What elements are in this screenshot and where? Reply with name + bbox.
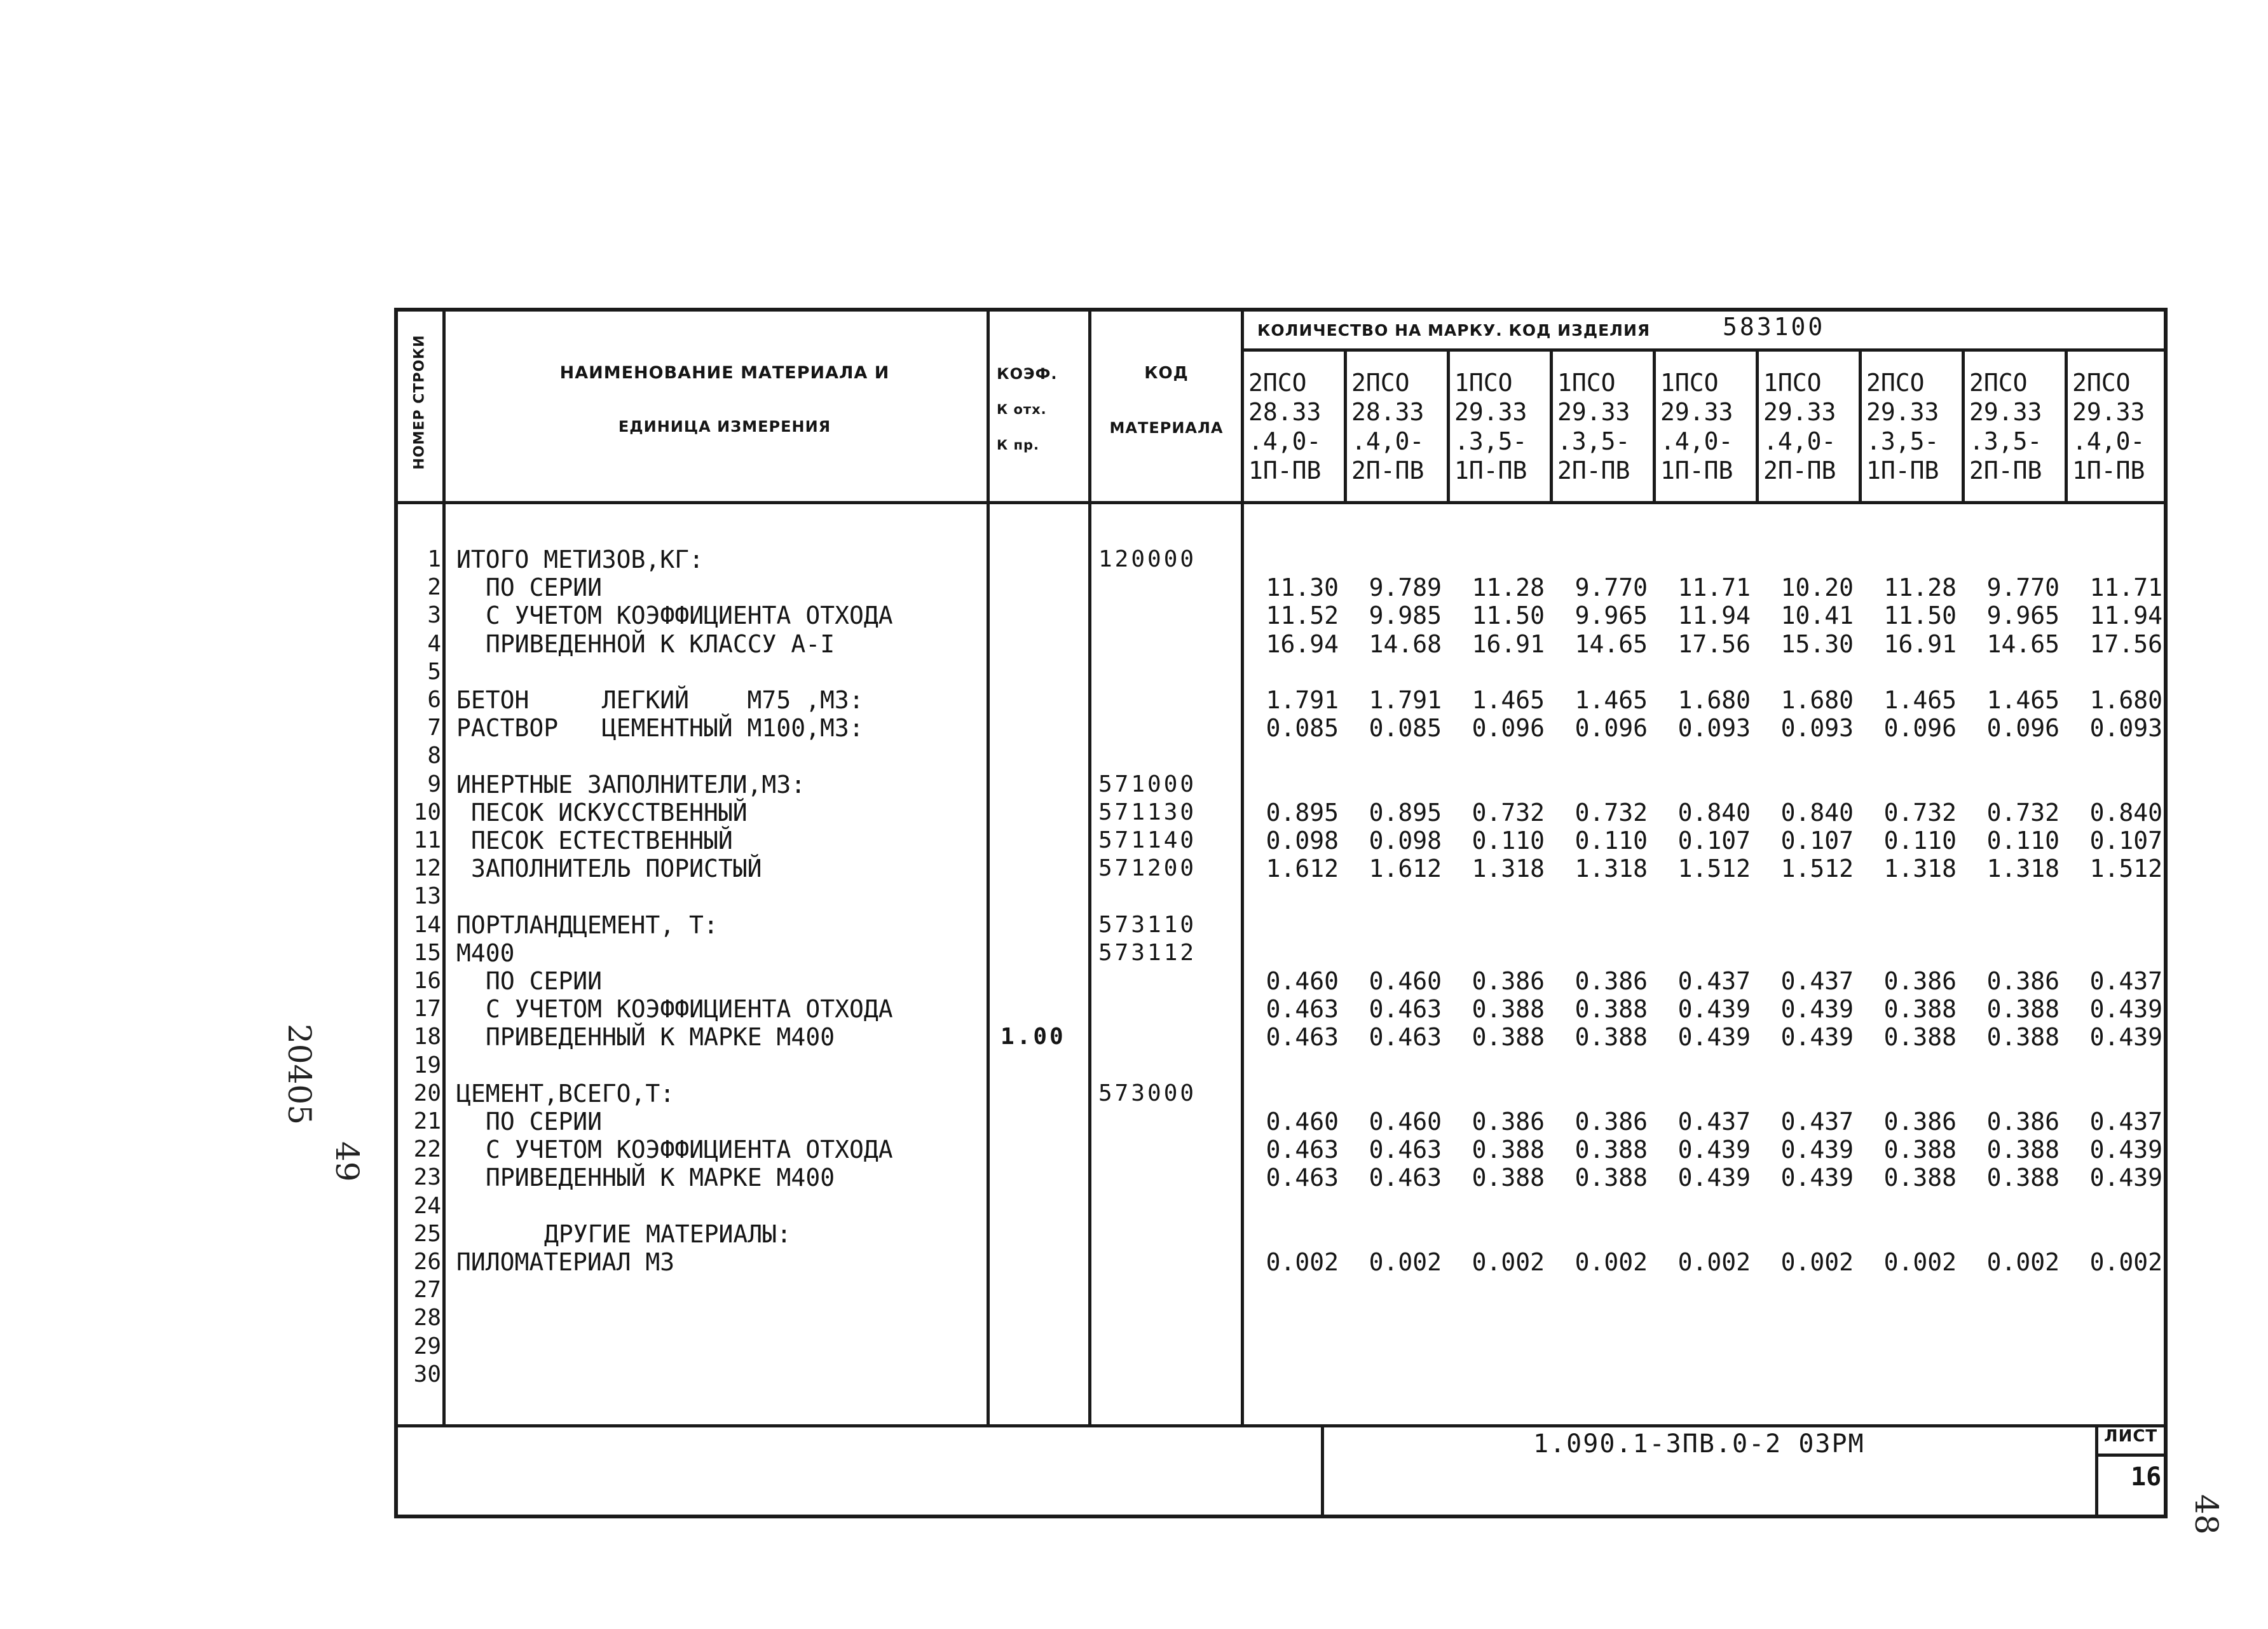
quantity-cell: 11.50 (1883, 601, 1957, 630)
product-column-header: 29.33 (1557, 398, 1630, 426)
material-code: 573110 (1098, 911, 1197, 938)
code-header-line2: МАТЕРИАЛА (1109, 419, 1224, 437)
quantity-cell: 1.512 (2089, 855, 2162, 883)
quantity-cell: 14.68 (1369, 629, 1442, 658)
quantity-cell: 0.110 (1575, 827, 1648, 855)
quantity-cell: 0.439 (2089, 1136, 2162, 1164)
coef-header-line3: К пр. (997, 437, 1039, 453)
quantity-cell: 11.71 (1677, 574, 1751, 602)
quantity-cell: 0.388 (1883, 1136, 1957, 1164)
row-number: 18 (413, 1024, 441, 1050)
quantity-cell: 0.002 (1677, 1248, 1751, 1276)
quantity-cell: 0.463 (1266, 1164, 1339, 1192)
product-column-header: .3,5- (1454, 427, 1527, 455)
row-number: 29 (413, 1333, 441, 1359)
material-name: ДРУГИЕ МАТЕРИАЛЫ: (544, 1220, 791, 1248)
product-column-divider (1756, 348, 1759, 504)
material-name: ПО СЕРИИ (486, 1108, 603, 1136)
quantity-cell: 0.002 (1266, 1248, 1339, 1276)
quantity-cell: 0.388 (1986, 995, 2060, 1024)
qty-header-line (1241, 348, 2168, 352)
material-name: ПО СЕРИИ (486, 967, 603, 995)
row-number: 13 (413, 883, 441, 910)
quantity-cell: 0.463 (1369, 1164, 1442, 1192)
quantity-cell: 0.388 (1575, 995, 1648, 1024)
quantity-cell: 0.388 (1883, 1023, 1957, 1052)
product-column-divider (1447, 348, 1450, 504)
product-column-header: .3,5- (1866, 427, 1939, 455)
quantity-cell: 0.388 (1986, 1164, 2060, 1192)
quantity-cell: 1.465 (1575, 686, 1648, 714)
product-column-header: 28.33 (1351, 398, 1424, 426)
quantity-cell: 11.50 (1472, 601, 1545, 630)
material-name: М400 (456, 938, 515, 967)
material-code: 573000 (1098, 1080, 1197, 1106)
quantity-cell: 10.20 (1780, 574, 1854, 602)
quantity-cell: 0.439 (1780, 1164, 1854, 1192)
product-column-header: 29.33 (1969, 398, 2042, 426)
material-code: 571200 (1098, 855, 1197, 882)
material-name-header (483, 356, 966, 444)
material-name: ПРИВЕДЕННЫЙ К МАРКЕ М400 (486, 1164, 835, 1192)
quantity-cell: 1.465 (1986, 686, 2060, 714)
quantity-cell: 0.388 (1472, 1164, 1545, 1192)
row-number: 28 (413, 1305, 441, 1331)
quantity-cell: 1.612 (1369, 855, 1442, 883)
row-number: 25 (413, 1220, 441, 1247)
product-column-header: 1П-ПВ (1248, 457, 1322, 485)
qty-header-label: КОЛИЧЕСТВО НА МАРКУ. КОД ИЗДЕЛИЯ (1257, 321, 1651, 340)
quantity-cell: 0.732 (1986, 798, 2060, 827)
material-name-header-line2: ЕДИНИЦА ИЗМЕРЕНИЯ (618, 418, 831, 436)
product-column-header: 28.33 (1248, 398, 1322, 426)
quantity-cell: 9.965 (1986, 601, 2060, 630)
quantity-cell: 11.28 (1472, 574, 1545, 602)
material-name: С УЧЕТОМ КОЭФФИЦИЕНТА ОТХОДА (486, 995, 893, 1024)
material-name: ЦЕМЕНТ,ВСЕГО,Т: (456, 1079, 675, 1108)
quantity-cell: 0.437 (2089, 1108, 2162, 1136)
material-name: РАСТВОР ЦЕМЕНТНЫЙ М100,М3: (456, 714, 864, 743)
product-column-header: 1П-ПВ (1454, 457, 1527, 485)
quantity-cell: 0.386 (1472, 1108, 1545, 1136)
product-column-header: 2ПСО (1969, 369, 2028, 397)
quantity-cell: 11.30 (1266, 574, 1339, 602)
row-number: 16 (413, 968, 441, 994)
quantity-cell: 0.386 (1986, 1108, 2060, 1136)
product-column-header: 1П-ПВ (1866, 457, 1939, 485)
quantity-cell: 1.465 (1883, 686, 1957, 714)
code-header-line1: КОД (1144, 364, 1189, 383)
row-number: 22 (413, 1136, 441, 1163)
row-number: 23 (413, 1164, 441, 1191)
material-name: ИТОГО МЕТИЗОВ,КГ: (456, 546, 704, 574)
product-column-header: .4,0- (1351, 427, 1424, 455)
coef-header-line2: К отх. (997, 402, 1047, 417)
product-column-header: .4,0- (2072, 427, 2145, 455)
material-code: 571000 (1098, 771, 1197, 797)
material-name: С УЧЕТОМ КОЭФФИЦИЕНТА ОТХОДА (486, 601, 893, 630)
quantity-cell: 17.56 (1677, 629, 1751, 658)
quantity-cell: 0.388 (1575, 1023, 1648, 1052)
quantity-cell: 0.388 (1472, 995, 1545, 1024)
quantity-cell: 16.91 (1472, 629, 1545, 658)
quantity-cell: 0.439 (2089, 995, 2162, 1024)
quantity-cell: 0.437 (1780, 1108, 1854, 1136)
product-column-header: 1П-ПВ (2072, 457, 2145, 485)
quantity-cell: 0.002 (1780, 1248, 1854, 1276)
quantity-cell: 1.791 (1266, 686, 1339, 714)
row-number: 26 (413, 1249, 441, 1275)
quantity-cell: 0.463 (1369, 1023, 1442, 1052)
quantity-cell: 0.096 (1986, 714, 2060, 743)
footer-sheet-line (2095, 1454, 2168, 1457)
quantity-cell: 1.465 (1472, 686, 1545, 714)
quantity-cell: 0.439 (1677, 1023, 1751, 1052)
quantity-cell: 0.388 (1986, 1023, 2060, 1052)
row-number: 15 (413, 939, 441, 966)
quantity-cell: 1.318 (1575, 855, 1648, 883)
quantity-cell: 0.732 (1575, 798, 1648, 827)
quantity-cell: 0.110 (1883, 827, 1957, 855)
quantity-cell: 0.460 (1369, 1108, 1442, 1136)
quantity-cell: 0.096 (1472, 714, 1545, 743)
product-column-header: .4,0- (1660, 427, 1733, 455)
quantity-cell: 0.895 (1266, 798, 1339, 827)
quantity-cell: 0.439 (1677, 995, 1751, 1024)
quantity-cell: 0.386 (1575, 1108, 1648, 1136)
quantity-cell: 0.463 (1266, 1023, 1339, 1052)
product-column-header: 29.33 (1763, 398, 1836, 426)
product-column-divider (1344, 348, 1347, 504)
quantity-cell: 0.386 (1883, 967, 1957, 995)
quantity-cell: 0.388 (1575, 1164, 1648, 1192)
quantity-cell: 0.463 (1266, 995, 1339, 1024)
product-column-divider (1653, 348, 1656, 504)
header-bottom-line (394, 501, 2168, 504)
quantity-cell: 0.439 (1780, 995, 1854, 1024)
product-column-header: 2П-ПВ (1969, 457, 2042, 485)
quantity-cell: 9.789 (1369, 574, 1442, 602)
product-column-header: 2П-ПВ (1351, 457, 1424, 485)
quantity-cell: 0.085 (1266, 714, 1339, 743)
quantity-cell: 0.463 (1369, 1136, 1442, 1164)
quantity-cell: 0.388 (1472, 1136, 1545, 1164)
product-column-header: 29.33 (1660, 398, 1733, 426)
quantity-cell: 1.680 (1677, 686, 1751, 714)
product-column-header: .4,0- (1763, 427, 1836, 455)
quantity-cell: 0.096 (1575, 714, 1648, 743)
product-column-header: 1ПСО (1763, 369, 1822, 397)
product-column-divider (1859, 348, 1862, 504)
row-number: 6 (427, 687, 441, 713)
quantity-cell: 0.388 (1472, 1023, 1545, 1052)
quantity-cell: 0.093 (1677, 714, 1751, 743)
row-number: 8 (427, 743, 441, 769)
product-column-header: .3,5- (1969, 427, 2042, 455)
row-number: 9 (427, 771, 441, 797)
quantity-cell: 0.386 (1472, 967, 1545, 995)
footer-divider-1 (1321, 1424, 1324, 1518)
material-name: ПО СЕРИИ (486, 574, 603, 602)
quantity-cell: 1.680 (2089, 686, 2162, 714)
row-number: 27 (413, 1277, 441, 1303)
material-name: С УЧЕТОМ КОЭФФИЦИЕНТА ОТХОДА (486, 1136, 893, 1164)
quantity-cell: 0.439 (1677, 1164, 1751, 1192)
product-column-divider (2065, 348, 2068, 504)
quantity-cell: 0.840 (1780, 798, 1854, 827)
product-column-header: 2ПСО (1866, 369, 1925, 397)
row-number: 19 (413, 1052, 441, 1078)
quantity-cell: 0.732 (1883, 798, 1957, 827)
quantity-cell: 0.439 (1677, 1136, 1751, 1164)
quantity-cell: 9.965 (1575, 601, 1648, 630)
quantity-cell: 9.985 (1369, 601, 1442, 630)
quantity-cell: 10.41 (1780, 601, 1854, 630)
quantity-cell: 0.840 (1677, 798, 1751, 827)
quantity-cell: 0.110 (1472, 827, 1545, 855)
coef-header (997, 356, 1079, 463)
material-code: 573112 (1098, 939, 1197, 966)
row-number: 17 (413, 996, 441, 1022)
row-number: 10 (413, 799, 441, 825)
quantity-cell: 0.098 (1266, 827, 1339, 855)
quantity-cell: 0.895 (1369, 798, 1442, 827)
material-name: ПРИВЕДЕННОЙ К КЛАССУ А-I (486, 629, 835, 658)
quantity-cell: 0.002 (1986, 1248, 2060, 1276)
quantity-cell: 0.388 (1986, 1136, 2060, 1164)
product-column-header: 29.33 (1454, 398, 1527, 426)
margin-number-left: 20405 (281, 1024, 318, 1125)
code-header (1092, 356, 1241, 445)
product-column-header: 1ПСО (1660, 369, 1719, 397)
material-name: ИНЕРТНЫЕ ЗАПОЛНИТЕЛИ,М3: (456, 770, 806, 799)
doc-code: 1.090.1-3ПВ.0-2 03РМ (1533, 1429, 1865, 1459)
quantity-cell: 0.439 (1780, 1023, 1854, 1052)
row-number: 30 (413, 1361, 441, 1387)
quantity-cell: 0.463 (1266, 1136, 1339, 1164)
quantity-cell: 0.439 (2089, 1023, 2162, 1052)
quantity-cell: 15.30 (1780, 629, 1854, 658)
product-column-header: 1ПСО (1454, 369, 1513, 397)
quantity-cell: 0.107 (1780, 827, 1854, 855)
quantity-cell: 0.002 (1575, 1248, 1648, 1276)
sheet-number: 16 (2131, 1462, 2162, 1492)
quantity-cell: 0.388 (1883, 1164, 1957, 1192)
quantity-cell: 1.512 (1780, 855, 1854, 883)
product-column-header: 2П-ПВ (1557, 457, 1630, 485)
quantity-cell: 0.093 (2089, 714, 2162, 743)
quantity-cell: 0.840 (2089, 798, 2162, 827)
quantity-cell: 0.085 (1369, 714, 1442, 743)
quantity-cell: 0.460 (1266, 1108, 1339, 1136)
quantity-cell: 11.71 (2089, 574, 2162, 602)
row-number: 21 (413, 1108, 441, 1134)
quantity-cell: 0.386 (1986, 967, 2060, 995)
quantity-cell: 0.107 (2089, 827, 2162, 855)
material-name: ЗАПОЛНИТЕЛЬ ПОРИСТЫЙ (471, 855, 762, 883)
material-name: ПЕСОК ИСКУССТВЕННЫЙ (471, 798, 748, 827)
coefficient-value: 1.00 (1001, 1024, 1066, 1050)
quantity-cell: 0.002 (1883, 1248, 1957, 1276)
row-number: 20 (413, 1080, 441, 1106)
divider-coef (1088, 308, 1091, 1427)
product-column-header: 29.33 (2072, 398, 2145, 426)
product-column-header: 1ПСО (1557, 369, 1616, 397)
quantity-cell: 1.318 (1472, 855, 1545, 883)
product-column-header: 2ПСО (1351, 369, 1410, 397)
quantity-cell: 0.110 (1986, 827, 2060, 855)
quantity-cell: 0.002 (1472, 1248, 1545, 1276)
product-column-header: 2ПСО (1248, 369, 1307, 397)
material-name-header-line1: НАИМЕНОВАНИЕ МАТЕРИАЛА И (559, 363, 890, 383)
quantity-cell: 14.65 (1986, 629, 2060, 658)
sheet-label: ЛИСТ (2104, 1427, 2158, 1446)
margin-page-left: 49 (329, 1141, 365, 1182)
quantity-cell: 9.770 (1575, 574, 1648, 602)
quantity-cell: 0.460 (1266, 967, 1339, 995)
quantity-cell: 0.098 (1369, 827, 1442, 855)
quantity-cell: 0.388 (1883, 995, 1957, 1024)
product-column-header: .4,0- (1248, 427, 1322, 455)
footer-divider-2 (2095, 1424, 2098, 1518)
product-code: 583100 (1723, 313, 1826, 341)
quantity-cell: 0.386 (1575, 967, 1648, 995)
quantity-cell: 0.002 (1369, 1248, 1442, 1276)
quantity-cell: 1.612 (1266, 855, 1339, 883)
material-code: 120000 (1098, 546, 1197, 572)
quantity-cell: 11.94 (2089, 601, 2162, 630)
material-code: 571140 (1098, 827, 1197, 853)
quantity-cell: 0.437 (1677, 1108, 1751, 1136)
quantity-cell: 0.388 (1575, 1136, 1648, 1164)
row-number: 12 (413, 855, 441, 882)
row-number-header: НОМЕР СТРОКИ (411, 334, 428, 470)
row-number: 3 (427, 602, 441, 629)
row-number: 14 (413, 911, 441, 938)
quantity-cell: 0.386 (1883, 1108, 1957, 1136)
quantity-cell: 11.52 (1266, 601, 1339, 630)
row-number: 7 (427, 715, 441, 741)
product-column-header: .3,5- (1557, 427, 1630, 455)
product-column-divider (1550, 348, 1553, 504)
quantity-cell: 0.096 (1883, 714, 1957, 743)
row-number: 1 (427, 546, 441, 572)
row-number: 2 (427, 574, 441, 601)
material-name: ПОРТЛАНДЦЕМЕНТ, Т: (456, 911, 718, 939)
quantity-cell: 0.439 (1780, 1136, 1854, 1164)
product-column-header: 1П-ПВ (1660, 457, 1733, 485)
quantity-cell: 17.56 (2089, 629, 2162, 658)
quantity-cell: 0.437 (2089, 967, 2162, 995)
material-name: ПЕСОК ЕСТЕСТВЕННЫЙ (471, 827, 733, 855)
quantity-cell: 0.439 (2089, 1164, 2162, 1192)
quantity-cell: 1.318 (1883, 855, 1957, 883)
product-column-header: 2ПСО (2072, 369, 2131, 397)
product-column-header: 2П-ПВ (1763, 457, 1836, 485)
quantity-cell: 0.732 (1472, 798, 1545, 827)
row-number: 5 (427, 658, 441, 685)
material-code: 571130 (1098, 799, 1197, 825)
quantity-cell: 0.463 (1369, 995, 1442, 1024)
quantity-cell: 0.093 (1780, 714, 1854, 743)
quantity-cell: 14.65 (1575, 629, 1648, 658)
coef-header-line1: КОЭФ. (997, 365, 1058, 383)
quantity-cell: 11.94 (1677, 601, 1751, 630)
quantity-cell: 1.680 (1780, 686, 1854, 714)
quantity-cell: 1.318 (1986, 855, 2060, 883)
row-number: 24 (413, 1192, 441, 1219)
quantity-cell: 11.28 (1883, 574, 1957, 602)
margin-page-right: 48 (2188, 1494, 2225, 1535)
row-number: 11 (413, 827, 441, 853)
quantity-cell: 0.460 (1369, 967, 1442, 995)
divider-name (987, 308, 990, 1427)
quantity-cell: 0.002 (2089, 1248, 2162, 1276)
quantity-cell: 0.437 (1780, 967, 1854, 995)
quantity-cell: 1.512 (1677, 855, 1751, 883)
quantity-cell: 16.94 (1266, 629, 1339, 658)
material-name: ПРИВЕДЕННЫЙ К МАРКЕ М400 (486, 1023, 835, 1052)
divider-rownum (442, 308, 446, 1427)
material-name: БЕТОН ЛЕГКИЙ М75 ,М3: (456, 686, 864, 714)
quantity-cell: 0.107 (1677, 827, 1751, 855)
quantity-cell: 0.437 (1677, 967, 1751, 995)
footer-top-line (394, 1424, 2168, 1427)
material-name: ПИЛОМАТЕРИАЛ М3 (456, 1248, 675, 1276)
quantity-cell: 1.791 (1369, 686, 1442, 714)
quantity-cell: 9.770 (1986, 574, 2060, 602)
quantity-cell: 16.91 (1883, 629, 1957, 658)
product-column-divider (1962, 348, 1965, 504)
row-number: 4 (427, 630, 441, 657)
product-column-header: 29.33 (1866, 398, 1939, 426)
